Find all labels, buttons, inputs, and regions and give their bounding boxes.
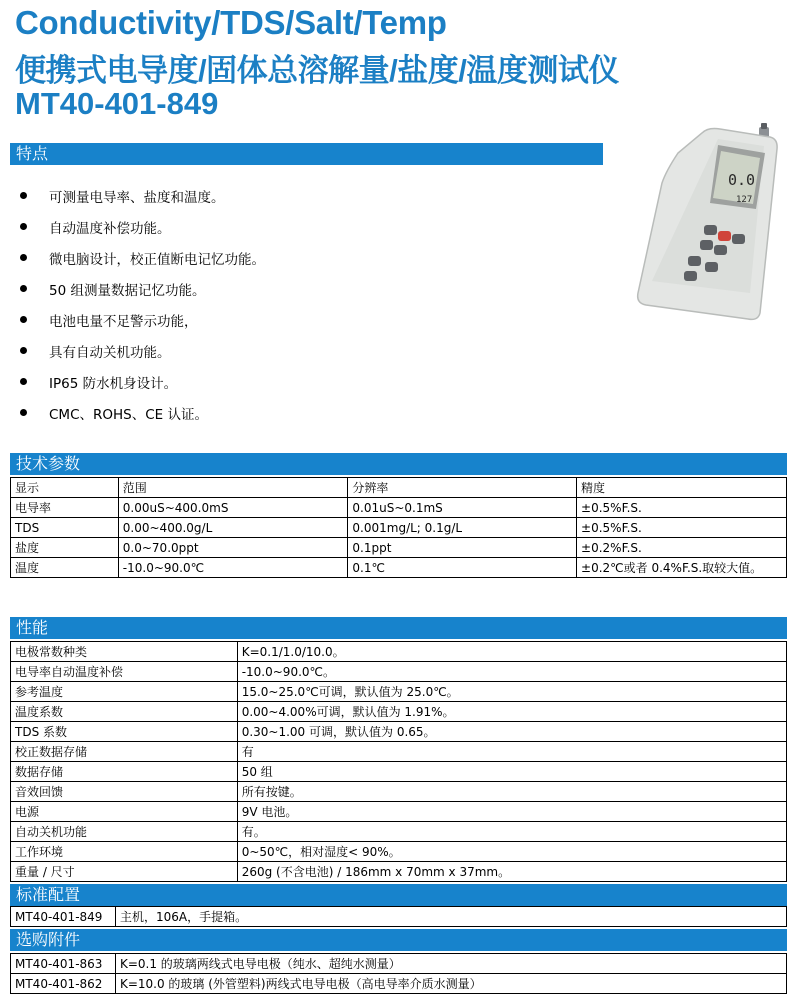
table-row bbox=[11, 682, 787, 702]
table-cell: ±0.5%F.S. bbox=[577, 498, 787, 518]
features-list bbox=[14, 180, 265, 428]
table-row bbox=[11, 862, 787, 882]
table-cell: 温度系数 bbox=[11, 702, 238, 722]
feature-item bbox=[14, 366, 265, 397]
standard-config-table bbox=[10, 906, 787, 927]
table-cell: 电源 bbox=[11, 802, 238, 822]
meter-button bbox=[704, 225, 717, 235]
table-row bbox=[11, 907, 787, 927]
column-header: 范围 bbox=[118, 478, 348, 498]
table-row bbox=[11, 782, 787, 802]
table-header-row bbox=[11, 478, 787, 498]
meter-button bbox=[732, 234, 745, 244]
table-cell: TDS 系数 bbox=[11, 722, 238, 742]
table-cell: 重量 / 尺寸 bbox=[11, 862, 238, 882]
meter-device-image bbox=[632, 123, 782, 323]
table-cell: 0.1ppt bbox=[348, 538, 577, 558]
bullet-icon bbox=[20, 223, 27, 230]
table-cell: 0~50℃，相对湿度< 90%。 bbox=[237, 842, 786, 862]
bullet-icon bbox=[20, 316, 27, 323]
accessories-table bbox=[10, 953, 787, 994]
table-row bbox=[11, 722, 787, 742]
table-cell: ±0.2%F.S. bbox=[577, 538, 787, 558]
table-cell: 电导率 bbox=[11, 498, 119, 518]
table-row bbox=[11, 742, 787, 762]
feature-text: 电池电量不足警示功能， bbox=[49, 313, 198, 330]
feature-item bbox=[14, 397, 265, 428]
meter-button bbox=[700, 240, 713, 250]
table-row bbox=[11, 702, 787, 722]
table-row bbox=[11, 538, 787, 558]
table-cell: 自动关机功能 bbox=[11, 822, 238, 842]
table-cell: 260g (不含电池) / 186mm x 70mm x 37mm。 bbox=[237, 862, 786, 882]
table-cell: 50 组 bbox=[237, 762, 786, 782]
performance-table bbox=[10, 641, 787, 882]
feature-item bbox=[14, 335, 265, 366]
table-cell: 盐度 bbox=[11, 538, 119, 558]
bullet-icon bbox=[20, 285, 27, 292]
table-cell: -10.0~90.0℃。 bbox=[237, 662, 786, 682]
table-cell: 参考温度 bbox=[11, 682, 238, 702]
meter-button bbox=[684, 271, 697, 281]
accessories-heading: 选购附件 bbox=[10, 929, 787, 951]
table-cell: 音效回馈 bbox=[11, 782, 238, 802]
table-cell: 校正数据存储 bbox=[11, 742, 238, 762]
table-cell: 数据存储 bbox=[11, 762, 238, 782]
table-cell: 9V 电池。 bbox=[237, 802, 786, 822]
display-value: 0.0 bbox=[728, 171, 756, 189]
display-subvalue: 127 bbox=[736, 195, 753, 205]
bullet-icon bbox=[20, 347, 27, 354]
column-header: 显示 bbox=[11, 478, 119, 498]
feature-item bbox=[14, 304, 265, 335]
feature-text: IP65 防水机身设计。 bbox=[49, 375, 178, 392]
table-cell: 有 bbox=[237, 742, 786, 762]
table-row bbox=[11, 974, 787, 994]
table-cell: 0.01uS~0.1mS bbox=[348, 498, 577, 518]
table-cell: 所有按键。 bbox=[237, 782, 786, 802]
table-cell: 0.0~70.0ppt bbox=[118, 538, 348, 558]
feature-text: 具有自动关机功能。 bbox=[49, 344, 171, 361]
bullet-icon bbox=[20, 409, 27, 416]
table-row bbox=[11, 498, 787, 518]
feature-text: 微电脑设计，校正值断电记忆功能。 bbox=[49, 251, 265, 268]
table-cell: ±0.2℃或者 0.4%F.S.取较大值。 bbox=[577, 558, 787, 578]
feature-text: 可测量电导率、盐度和温度。 bbox=[49, 189, 225, 206]
feature-text: 自动温度补偿功能。 bbox=[49, 220, 171, 237]
table-cell: K=0.1/1.0/10.0。 bbox=[237, 642, 786, 662]
table-cell: MT40-401-862 bbox=[11, 974, 116, 994]
table-cell: 有。 bbox=[237, 822, 786, 842]
table-cell: 0.1℃ bbox=[348, 558, 577, 578]
table-cell: 0.00uS~400.0mS bbox=[118, 498, 348, 518]
table-cell: K=10.0 的玻璃 (外管塑料)两线式电导电极（高电导率介质水测量） bbox=[115, 974, 786, 994]
table-row bbox=[11, 822, 787, 842]
table-row bbox=[11, 518, 787, 538]
table-cell: 0.001mg/L; 0.1g/L bbox=[348, 518, 577, 538]
feature-item bbox=[14, 180, 265, 211]
meter-button bbox=[714, 245, 727, 255]
column-header: 分辨率 bbox=[348, 478, 577, 498]
bullet-icon bbox=[20, 378, 27, 385]
table-cell: TDS bbox=[11, 518, 119, 538]
table-row bbox=[11, 762, 787, 782]
table-cell: -10.0~90.0℃ bbox=[118, 558, 348, 578]
table-cell: 0.00~4.00%可调，默认值为 1.91%。 bbox=[237, 702, 786, 722]
table-cell: MT40-401-849 bbox=[11, 907, 116, 927]
table-cell: 温度 bbox=[11, 558, 119, 578]
bullet-icon bbox=[20, 254, 27, 261]
table-cell: 0.00~400.0g/L bbox=[118, 518, 348, 538]
standard-config-heading: 标准配置 bbox=[10, 884, 787, 906]
model-number: MT40-401-849 bbox=[15, 86, 219, 121]
table-cell: K=0.1 的玻璃两线式电导电极（纯水、超纯水测量） bbox=[115, 954, 786, 974]
table-cell: ±0.5%F.S. bbox=[577, 518, 787, 538]
table-cell: 主机，106A，手提箱。 bbox=[115, 907, 786, 927]
features-heading: 特点 bbox=[10, 143, 603, 165]
table-row bbox=[11, 558, 787, 578]
meter-button bbox=[688, 256, 701, 266]
feature-item bbox=[14, 242, 265, 273]
performance-heading: 性能 bbox=[10, 617, 787, 639]
table-cell: 工作环境 bbox=[11, 842, 238, 862]
table-row bbox=[11, 842, 787, 862]
column-header: 精度 bbox=[577, 478, 787, 498]
table-row bbox=[11, 642, 787, 662]
table-row bbox=[11, 954, 787, 974]
table-row bbox=[11, 662, 787, 682]
table-cell: 电导率自动温度补偿 bbox=[11, 662, 238, 682]
title-english: Conductivity/TDS/Salt/Temp bbox=[15, 4, 447, 41]
specs-table bbox=[10, 477, 787, 578]
meter-button bbox=[705, 262, 718, 272]
feature-text: 50 组测量数据记忆功能。 bbox=[49, 282, 206, 299]
table-cell: MT40-401-863 bbox=[11, 954, 116, 974]
table-cell: 0.30~1.00 可调，默认值为 0.65。 bbox=[237, 722, 786, 742]
title-chinese: 便携式电导度/固体总溶解量/盐度/温度测试仪 bbox=[15, 53, 619, 88]
bullet-icon bbox=[20, 192, 27, 199]
table-cell: 电极常数种类 bbox=[11, 642, 238, 662]
table-row bbox=[11, 802, 787, 822]
power-button bbox=[718, 231, 731, 241]
table-cell: 15.0~25.0℃可调，默认值为 25.0℃。 bbox=[237, 682, 786, 702]
feature-item bbox=[14, 211, 265, 242]
specs-heading: 技术参数 bbox=[10, 453, 787, 475]
feature-text: CMC、ROHS、CE 认证。 bbox=[49, 406, 208, 423]
feature-item bbox=[14, 273, 265, 304]
